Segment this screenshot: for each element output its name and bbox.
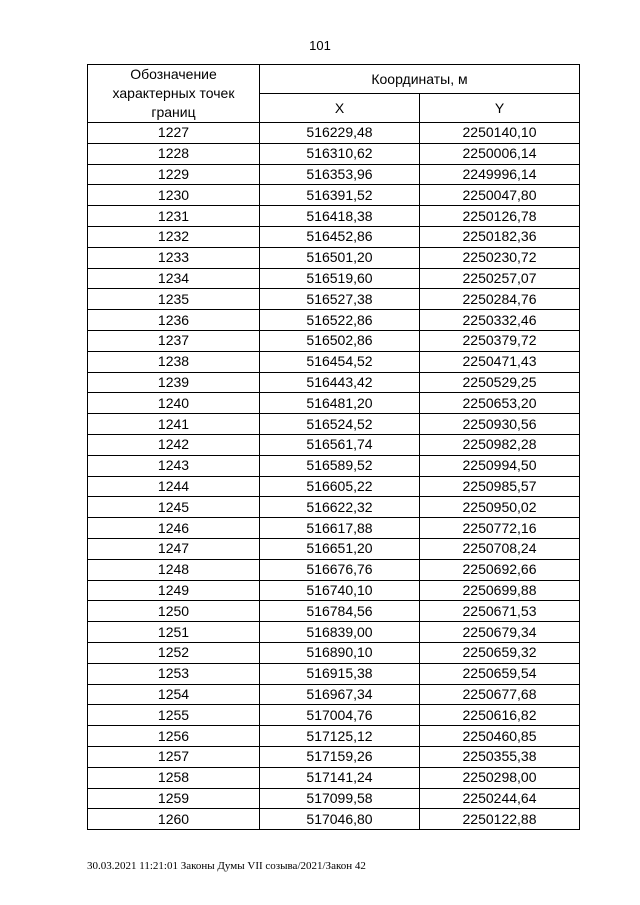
footer-stamp: 30.03.2021 11:21:01 Законы Думы VII созыва/2021/Закон 42 bbox=[87, 860, 366, 872]
x-coordinate-cell: 516622,32 bbox=[260, 497, 420, 518]
point-id-cell: 1234 bbox=[88, 268, 260, 289]
point-id-cell: 1228 bbox=[88, 143, 260, 164]
table-row bbox=[88, 622, 580, 643]
y-coordinate-cell: 2250772,16 bbox=[420, 518, 580, 539]
table-row bbox=[88, 518, 580, 539]
y-coordinate-cell: 2250122,88 bbox=[420, 809, 580, 830]
table-row bbox=[88, 372, 580, 393]
x-coordinate-cell: 516522,86 bbox=[260, 310, 420, 331]
page-number: 101 bbox=[309, 38, 331, 53]
point-id-cell: 1252 bbox=[88, 642, 260, 663]
x-coordinate-cell: 516651,20 bbox=[260, 538, 420, 559]
coordinates-table bbox=[87, 64, 580, 830]
table-body bbox=[88, 123, 580, 830]
point-id-cell: 1247 bbox=[88, 538, 260, 559]
y-coordinate-cell: 2250699,88 bbox=[420, 580, 580, 601]
x-coordinate-cell: 516481,20 bbox=[260, 393, 420, 414]
y-coordinate-cell: 2250471,43 bbox=[420, 351, 580, 372]
point-id-cell: 1251 bbox=[88, 622, 260, 643]
table-row bbox=[88, 455, 580, 476]
x-coordinate-cell: 516915,38 bbox=[260, 663, 420, 684]
x-coordinate-cell: 516229,48 bbox=[260, 123, 420, 144]
x-coordinate-cell: 517159,26 bbox=[260, 746, 420, 767]
y-coordinate-cell: 2250653,20 bbox=[420, 393, 580, 414]
x-coordinate-cell: 516740,10 bbox=[260, 580, 420, 601]
table-row bbox=[88, 289, 580, 310]
x-coordinate-cell: 516589,52 bbox=[260, 455, 420, 476]
table-row bbox=[88, 226, 580, 247]
y-coordinate-cell: 2250006,14 bbox=[420, 143, 580, 164]
point-id-cell: 1249 bbox=[88, 580, 260, 601]
x-coordinate-cell: 516310,62 bbox=[260, 143, 420, 164]
x-coordinate-cell: 516519,60 bbox=[260, 268, 420, 289]
table-row bbox=[88, 497, 580, 518]
y-coordinate-cell: 2250985,57 bbox=[420, 476, 580, 497]
point-id-cell: 1256 bbox=[88, 726, 260, 747]
coordinates-header: Координаты, м bbox=[260, 65, 580, 94]
table-row bbox=[88, 351, 580, 372]
point-id-cell: 1259 bbox=[88, 788, 260, 809]
y-coordinate-cell: 2250994,50 bbox=[420, 455, 580, 476]
point-id-cell: 1243 bbox=[88, 455, 260, 476]
table-row bbox=[88, 642, 580, 663]
point-designation-header bbox=[88, 65, 260, 123]
table-header bbox=[88, 65, 580, 123]
x-coordinate-cell: 516784,56 bbox=[260, 601, 420, 622]
table-row bbox=[88, 143, 580, 164]
x-coordinate-cell: 516967,34 bbox=[260, 684, 420, 705]
x-coordinate-cell: 517046,80 bbox=[260, 809, 420, 830]
y-coordinate-cell: 2250692,66 bbox=[420, 559, 580, 580]
point-id-cell: 1255 bbox=[88, 705, 260, 726]
y-coordinate-cell: 2250671,53 bbox=[420, 601, 580, 622]
x-coordinate-cell: 516452,86 bbox=[260, 226, 420, 247]
x-header: X bbox=[260, 94, 420, 123]
y-coordinate-cell: 2250182,36 bbox=[420, 226, 580, 247]
point-id-cell: 1254 bbox=[88, 684, 260, 705]
x-coordinate-cell: 516454,52 bbox=[260, 351, 420, 372]
y-coordinate-cell: 2250616,82 bbox=[420, 705, 580, 726]
table-row bbox=[88, 164, 580, 185]
point-id-cell: 1236 bbox=[88, 310, 260, 331]
point-id-cell: 1248 bbox=[88, 559, 260, 580]
y-header: Y bbox=[420, 94, 580, 123]
x-coordinate-cell: 516617,88 bbox=[260, 518, 420, 539]
point-id-cell: 1242 bbox=[88, 434, 260, 455]
x-coordinate-cell: 516501,20 bbox=[260, 247, 420, 268]
point-id-cell: 1235 bbox=[88, 289, 260, 310]
table-row bbox=[88, 393, 580, 414]
y-coordinate-cell: 2250230,72 bbox=[420, 247, 580, 268]
table-row bbox=[88, 268, 580, 289]
table-row bbox=[88, 726, 580, 747]
y-coordinate-cell: 2250659,32 bbox=[420, 642, 580, 663]
table-row bbox=[88, 414, 580, 435]
y-coordinate-cell: 2250529,25 bbox=[420, 372, 580, 393]
table-row bbox=[88, 684, 580, 705]
point-id-cell: 1238 bbox=[88, 351, 260, 372]
x-coordinate-cell: 516527,38 bbox=[260, 289, 420, 310]
point-id-cell: 1240 bbox=[88, 393, 260, 414]
table-row bbox=[88, 809, 580, 830]
x-coordinate-cell: 516605,22 bbox=[260, 476, 420, 497]
x-coordinate-cell: 516561,74 bbox=[260, 434, 420, 455]
point-id-cell: 1250 bbox=[88, 601, 260, 622]
y-coordinate-cell: 2250140,10 bbox=[420, 123, 580, 144]
table-row bbox=[88, 123, 580, 144]
y-coordinate-cell: 2250982,28 bbox=[420, 434, 580, 455]
table-row bbox=[88, 601, 580, 622]
y-coordinate-cell: 2250332,46 bbox=[420, 310, 580, 331]
table-row bbox=[88, 705, 580, 726]
point-id-cell: 1244 bbox=[88, 476, 260, 497]
table-row bbox=[88, 185, 580, 206]
y-coordinate-cell: 2250659,54 bbox=[420, 663, 580, 684]
y-coordinate-cell: 2249996,14 bbox=[420, 164, 580, 185]
point-id-cell: 1260 bbox=[88, 809, 260, 830]
point-id-cell: 1241 bbox=[88, 414, 260, 435]
y-coordinate-cell: 2250679,34 bbox=[420, 622, 580, 643]
point-id-cell: 1239 bbox=[88, 372, 260, 393]
y-coordinate-cell: 2250950,02 bbox=[420, 497, 580, 518]
x-coordinate-cell: 516391,52 bbox=[260, 185, 420, 206]
table-row bbox=[88, 767, 580, 788]
point-id-cell: 1237 bbox=[88, 330, 260, 351]
table-row bbox=[88, 559, 580, 580]
point-id-cell: 1253 bbox=[88, 663, 260, 684]
point-id-cell: 1246 bbox=[88, 518, 260, 539]
table-row bbox=[88, 746, 580, 767]
point-id-cell: 1231 bbox=[88, 206, 260, 227]
point-id-cell: 1245 bbox=[88, 497, 260, 518]
x-coordinate-cell: 517004,76 bbox=[260, 705, 420, 726]
point-id-cell: 1229 bbox=[88, 164, 260, 185]
table-row bbox=[88, 206, 580, 227]
y-coordinate-cell: 2250284,76 bbox=[420, 289, 580, 310]
point-header-line-1: Обозначение bbox=[130, 66, 217, 82]
x-coordinate-cell: 516418,38 bbox=[260, 206, 420, 227]
x-coordinate-cell: 517141,24 bbox=[260, 767, 420, 788]
x-coordinate-cell: 516524,52 bbox=[260, 414, 420, 435]
y-coordinate-cell: 2250047,80 bbox=[420, 185, 580, 206]
y-coordinate-cell: 2250355,38 bbox=[420, 746, 580, 767]
point-id-cell: 1257 bbox=[88, 746, 260, 767]
x-coordinate-cell: 516502,86 bbox=[260, 330, 420, 351]
table-row bbox=[88, 663, 580, 684]
y-coordinate-cell: 2250708,24 bbox=[420, 538, 580, 559]
x-coordinate-cell: 516890,10 bbox=[260, 642, 420, 663]
y-coordinate-cell: 2250244,64 bbox=[420, 788, 580, 809]
table-row bbox=[88, 476, 580, 497]
table-row bbox=[88, 247, 580, 268]
point-id-cell: 1230 bbox=[88, 185, 260, 206]
table-row bbox=[88, 330, 580, 351]
y-coordinate-cell: 2250930,56 bbox=[420, 414, 580, 435]
table-row bbox=[88, 788, 580, 809]
x-coordinate-cell: 516443,42 bbox=[260, 372, 420, 393]
point-header-line-2: характерных точек bbox=[112, 85, 235, 101]
y-coordinate-cell: 2250257,07 bbox=[420, 268, 580, 289]
y-coordinate-cell: 2250677,68 bbox=[420, 684, 580, 705]
x-coordinate-cell: 517125,12 bbox=[260, 726, 420, 747]
point-id-cell: 1258 bbox=[88, 767, 260, 788]
point-header-line-3: границ bbox=[151, 104, 196, 120]
x-coordinate-cell: 516839,00 bbox=[260, 622, 420, 643]
table-row bbox=[88, 310, 580, 331]
y-coordinate-cell: 2250460,85 bbox=[420, 726, 580, 747]
table-row bbox=[88, 434, 580, 455]
y-coordinate-cell: 2250298,00 bbox=[420, 767, 580, 788]
x-coordinate-cell: 517099,58 bbox=[260, 788, 420, 809]
table-row bbox=[88, 580, 580, 601]
point-id-cell: 1232 bbox=[88, 226, 260, 247]
x-coordinate-cell: 516676,76 bbox=[260, 559, 420, 580]
y-coordinate-cell: 2250126,78 bbox=[420, 206, 580, 227]
point-id-cell: 1227 bbox=[88, 123, 260, 144]
table-row bbox=[88, 538, 580, 559]
y-coordinate-cell: 2250379,72 bbox=[420, 330, 580, 351]
x-coordinate-cell: 516353,96 bbox=[260, 164, 420, 185]
point-id-cell: 1233 bbox=[88, 247, 260, 268]
